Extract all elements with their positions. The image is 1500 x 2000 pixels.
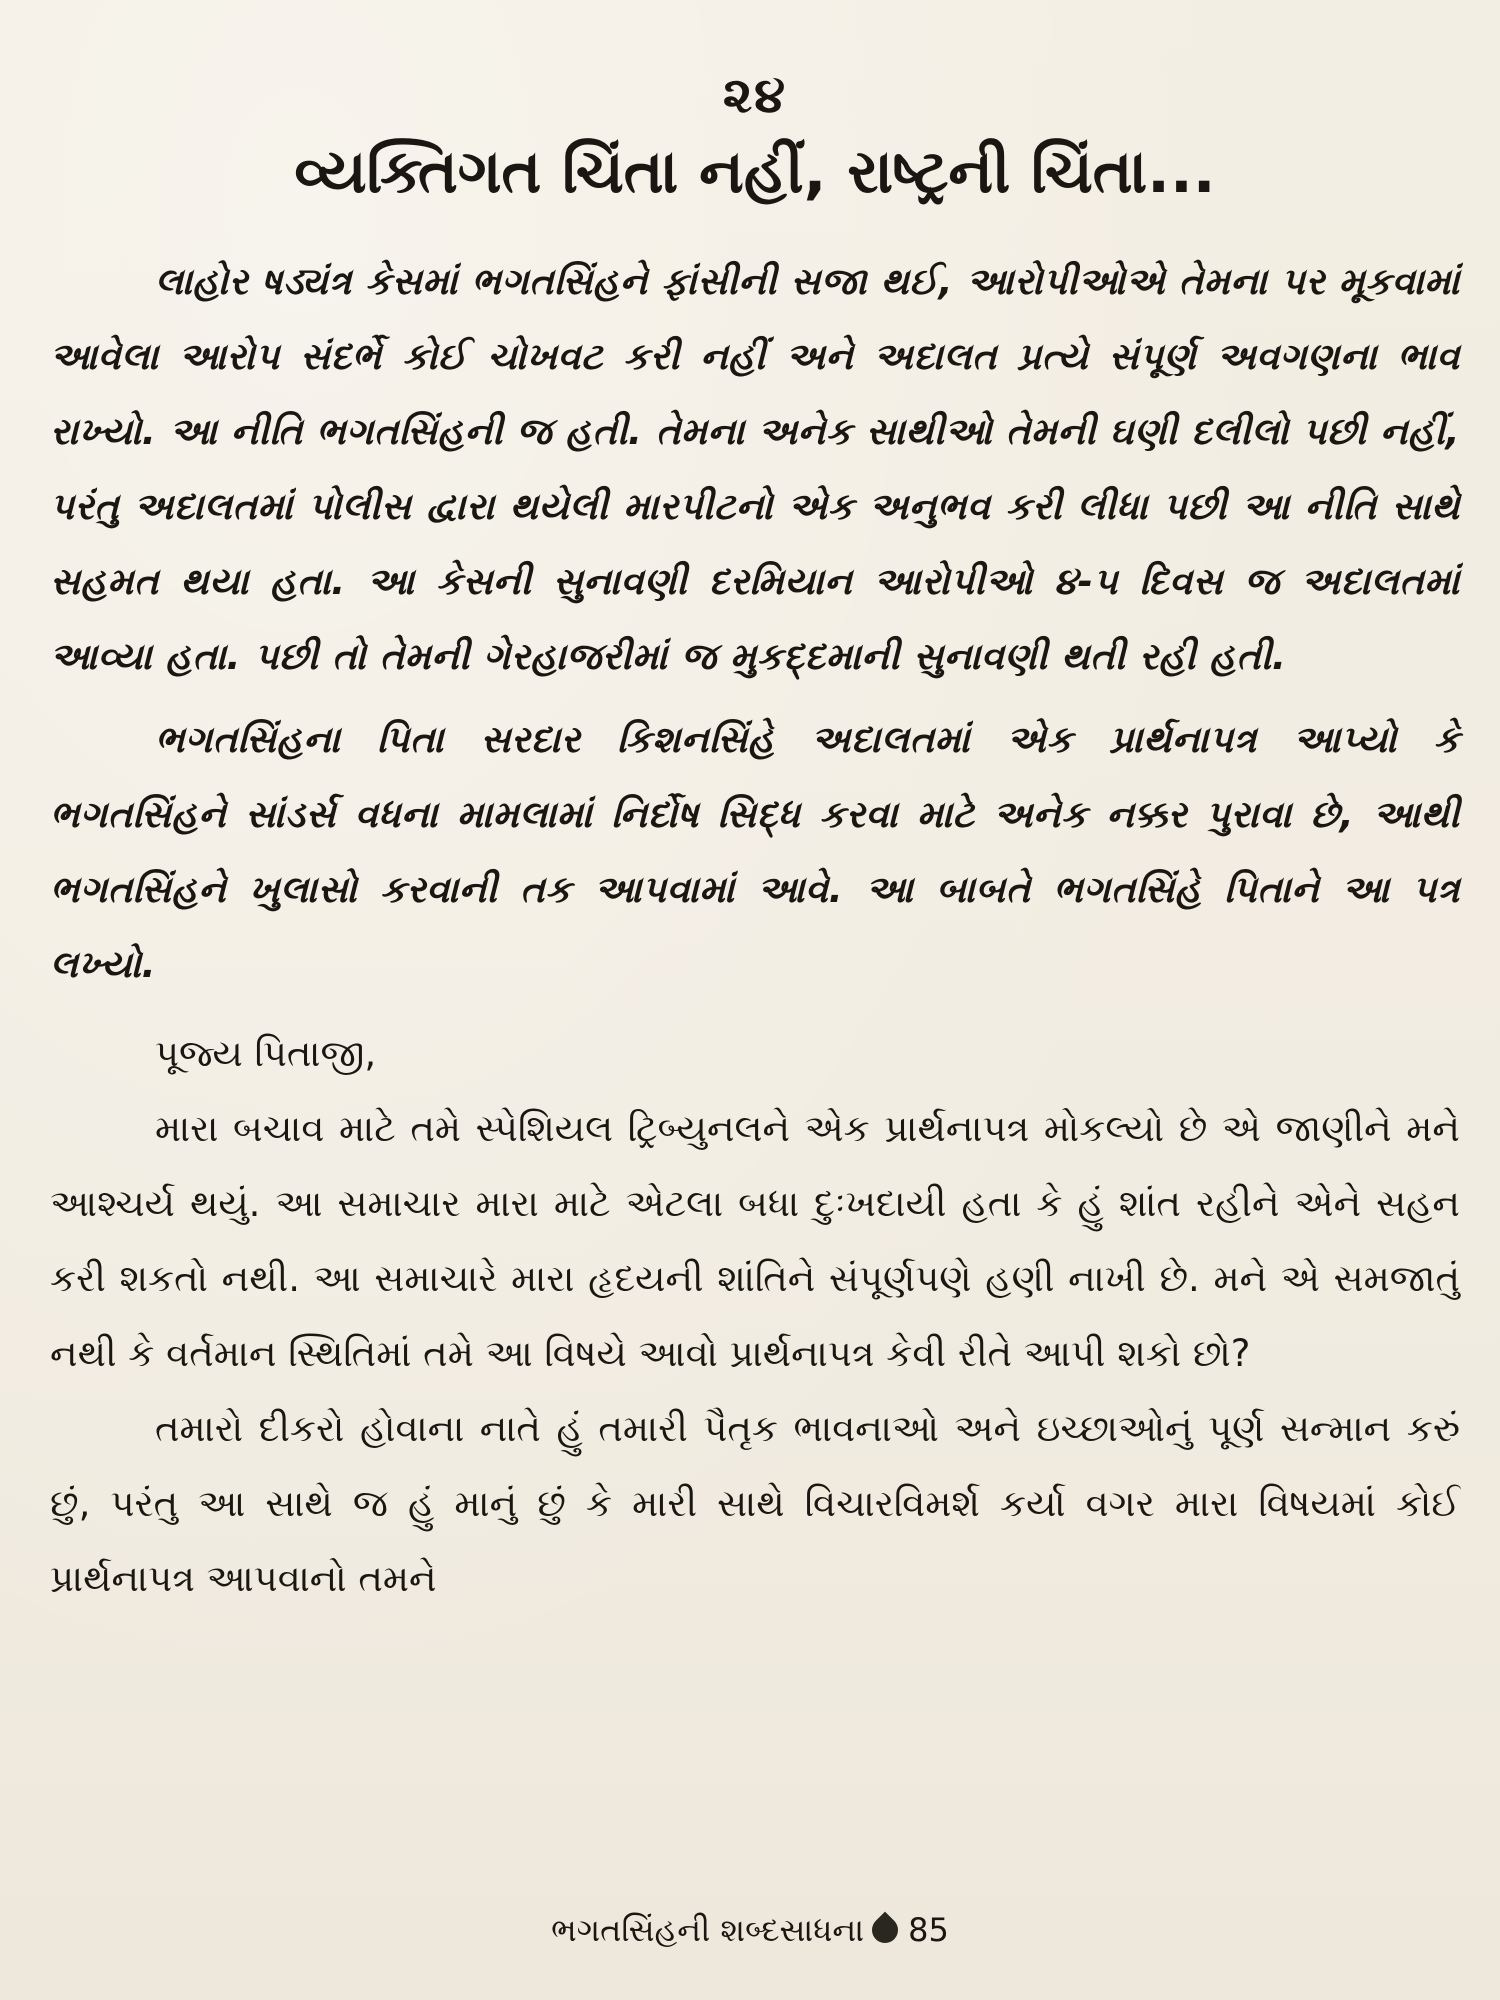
intro-paragraph-1: લાહોર ષડ્યંત્ર કેસમાં ભગતસિંહને ફાંસીની સજા થઈ, આરોપીઓએ તેમના પર મૂકવામાં આવેલા આરોપ સંદર્ભે કોઈ ચોખવટ કરી નહીં અને અદાલત પ્રત્યે સંપૂર્ણ અવગણના ભાવ રાખ્યો. આ નીતિ ભગતસિંહની જ હતી. તેમના અનેક સાથીઓ તેમની ઘણી દલીલો પછી નહીં, પરંતુ અદાલતમાં પોલીસ દ્વારા થયેલી મારપીટનો એક અનુભવ કરી લીધા પછી આ નીતિ સાથે સહમત થયા હતા. આ કેસની સુનાવણી દરમિયાન આરોપીઓ ૪-૫ દિવસ જ અદાલતમાં આવ્યા હતા. પછી તો તેમની ગેરહાજરીમાં જ મુકદ્દમાની સુનાવણી થતી રહી હતી.	[50, 260, 1460, 678]
leaf-ornament-icon	[867, 1912, 904, 1949]
chapter-title: વ્યક્તિગત ચિંતા નહીં, રાષ્ટ્રની ચિંતા...	[294, 137, 1216, 207]
letter-paragraph-1: મારા બચાવ માટે તમે સ્પેશિયલ ટ્રિબ્યુનલને એક પ્રાર્થનાપત્ર મોકલ્યો છે એ જાણીને મને આશ્ચર્ય થયું. આ સમાચાર મારા માટે એટલા બધા દુઃખદાયી હતા કે હું શાંત રહીને એને સહન કરી શકતો નથી. આ સમાચારે મારા હૃદયની શાંતિને સંપૂર્ણપણે હણી નાખી છે. મને એ સમજાતું નથી કે વર્તમાન સ્થિતિમાં તમે આ વિષયે આવો પ્રાર્થનાપત્ર કેવી રીતે આપી શકો છો?	[50, 1107, 1460, 1375]
letter-paragraph-2: તમારો દીકરો હોવાના નાતે હું તમારી પૈતૃક ભાવનાઓ અને ઇચ્છાઓનું પૂર્ણ સન્માન કરું છું, પરંતુ આ સાથે જ હું માનું છું કે મારી સાથે વિચારવિમર્શ કર્યા વગર મારા વિષયમાં કોઈ પ્રાર્થનાપત્ર આપવાનો તમને	[50, 1407, 1460, 1600]
page-footer	[0, 1905, 1500, 1955]
letter-salutation: પૂજ્ય પિતાજી,	[155, 1032, 377, 1075]
intro-paragraph-2: ભગતસિંહના પિતા સરદાર કિશનસિંહે અદાલતમાં એક પ્રાર્થનાપત્ર આપ્યો કે ભગતસિંહને સાંડર્સ વધના મામલામાં નિર્દોષ સિદ્ધ કરવા માટે અનેક નક્કર પુરાવા છે, આથી ભગતસિંહને ખુલાસો કરવાની તક આપવામાં આવે. આ બાબતે ભગતસિંહે પિતાને આ પત્ર લખ્યો.	[50, 718, 1460, 986]
footer-book-title: ભગતસિંહની શબ્દસાધના	[551, 1911, 865, 1949]
page-body	[50, 244, 1460, 1616]
page-number: 85	[908, 1911, 949, 1949]
chapter-number: ૨૪	[722, 66, 788, 124]
